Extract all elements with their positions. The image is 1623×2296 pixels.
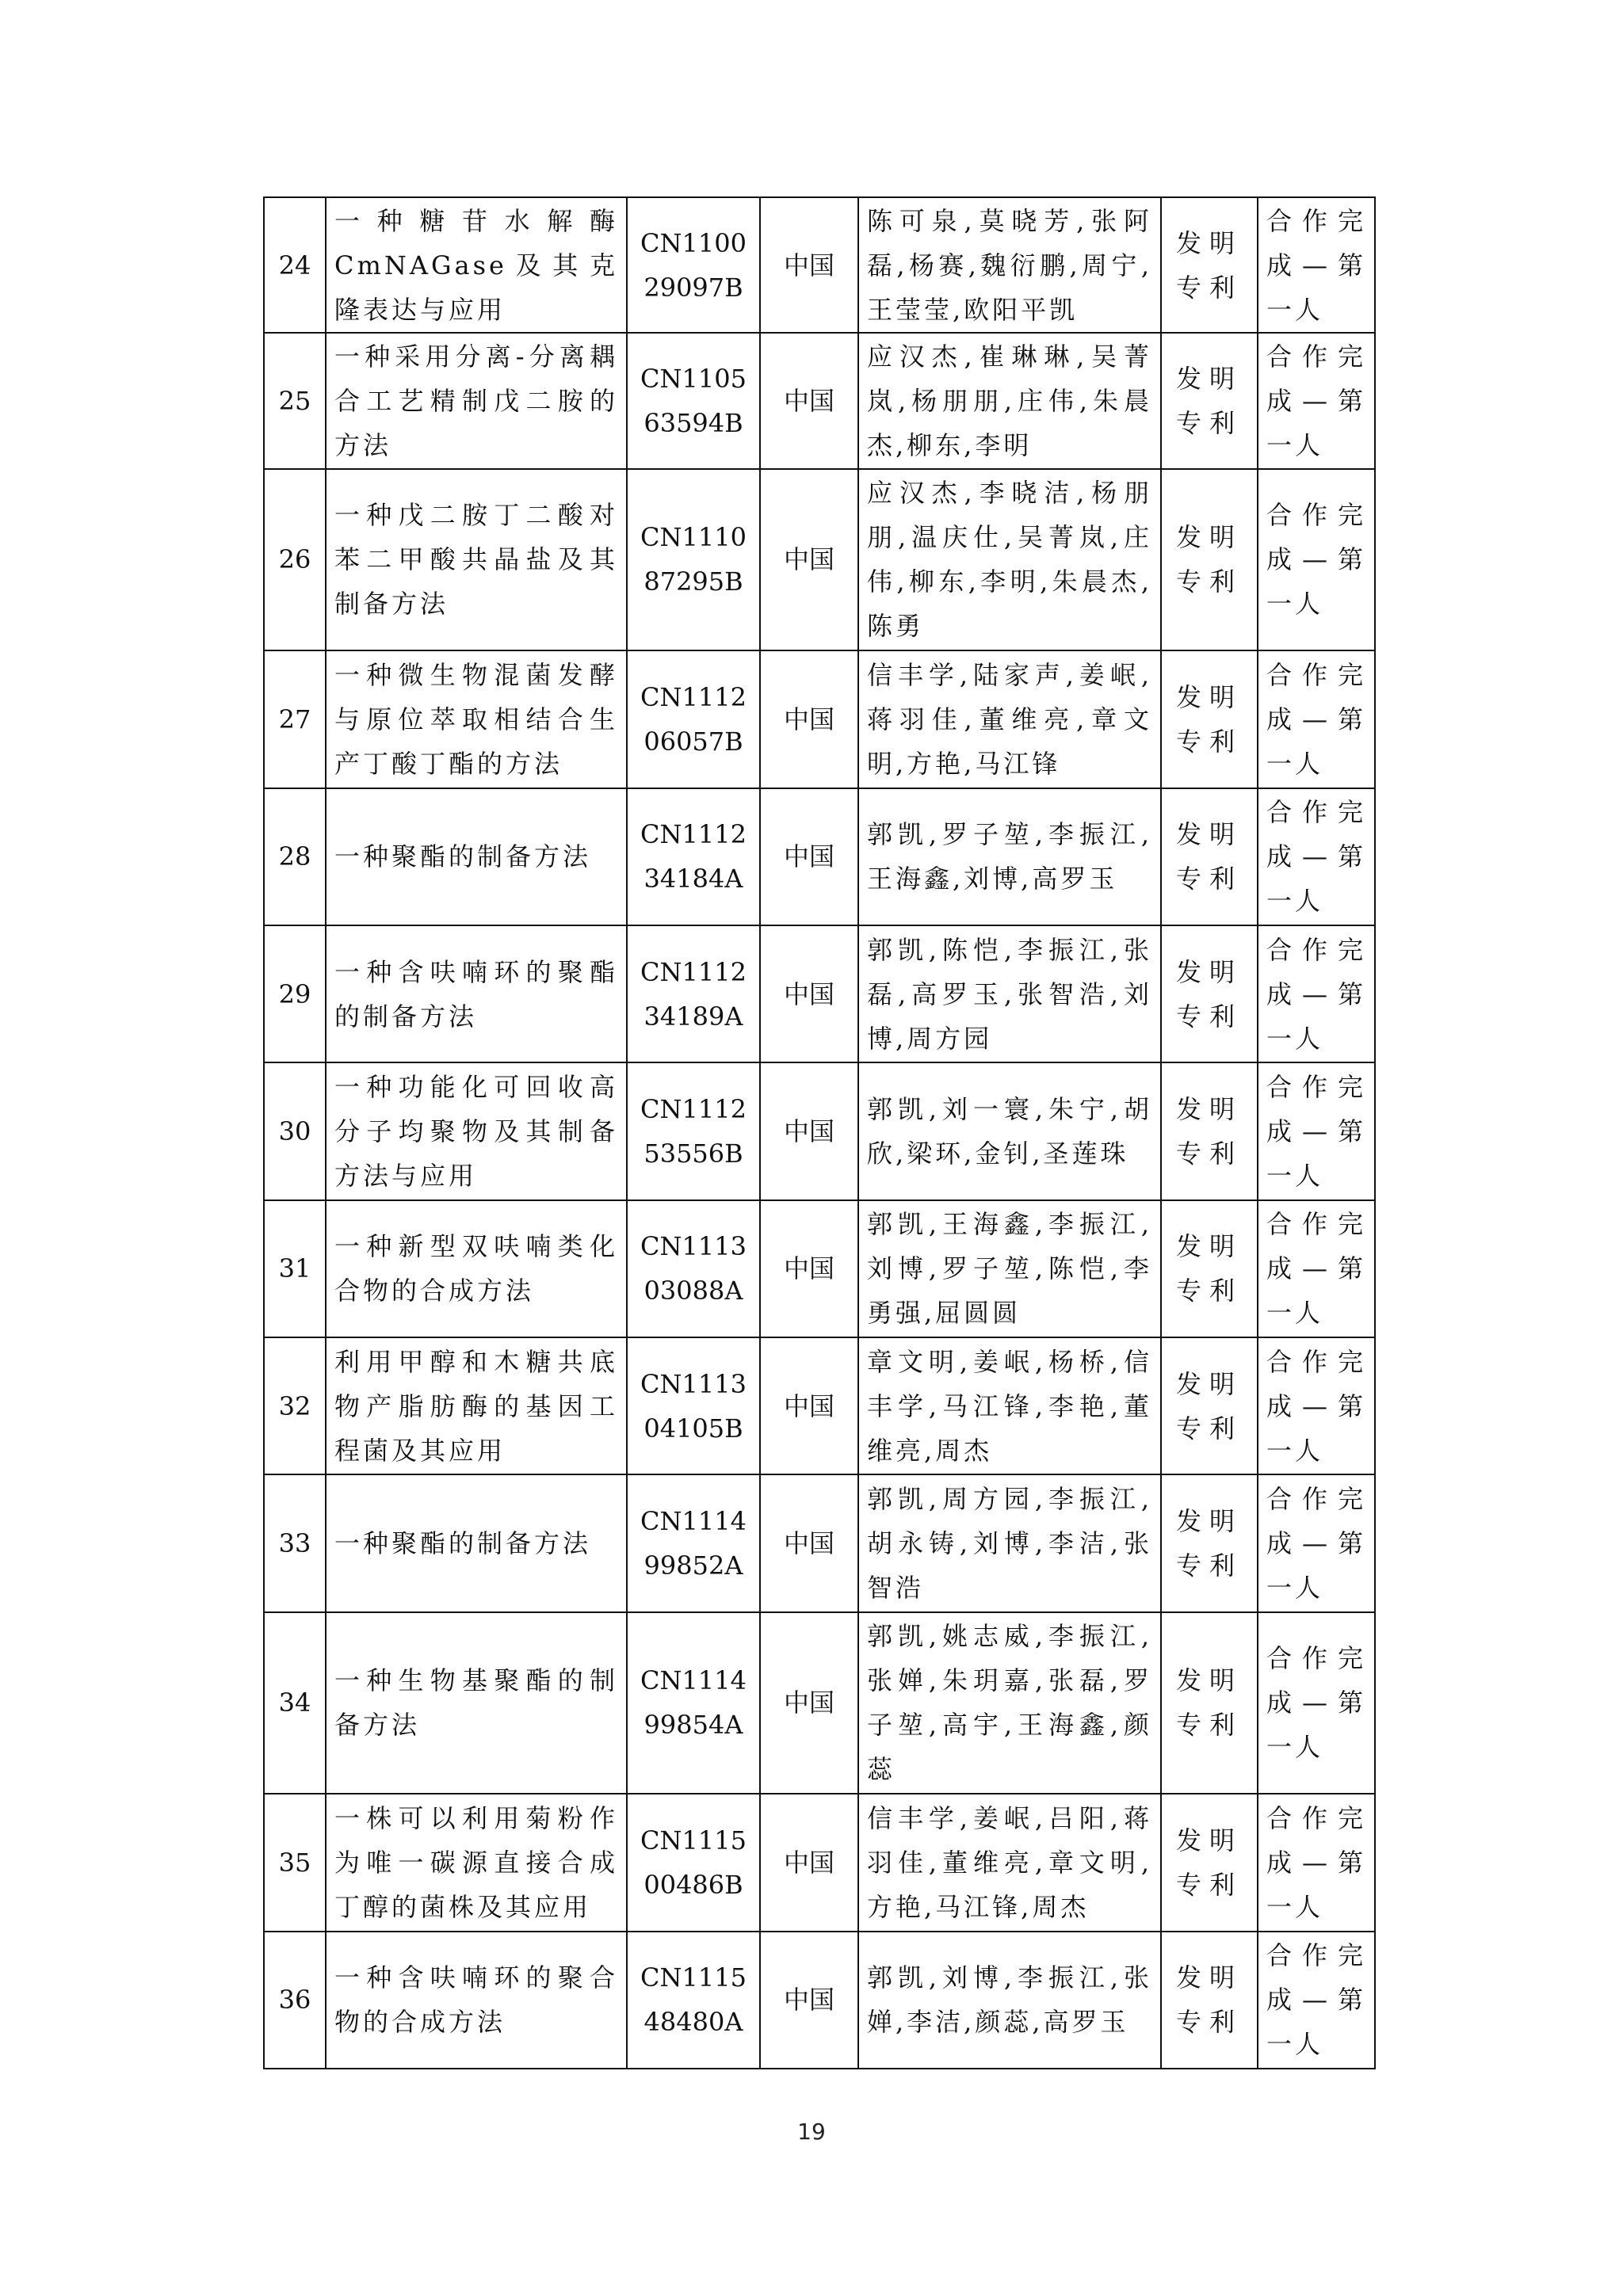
- row-number: 28: [264, 788, 326, 925]
- patent-number: CN111499852A: [627, 1474, 760, 1611]
- patent-number: CN111500486B: [627, 1794, 760, 1931]
- patent-country: 中国: [760, 788, 858, 925]
- row-number: 30: [264, 1062, 326, 1199]
- patent-type: 发明专利: [1161, 469, 1258, 651]
- patent-country: 中国: [760, 1612, 858, 1794]
- table-row: [264, 197, 1375, 333]
- row-number: 34: [264, 1612, 326, 1794]
- table-row: [264, 1200, 1375, 1337]
- patent-country: 中国: [760, 469, 858, 651]
- patent-country: 中国: [760, 333, 858, 468]
- patent-number: CN110029097B: [627, 197, 760, 333]
- patent-number: CN111548480A: [627, 1932, 760, 2069]
- row-number: 29: [264, 925, 326, 1062]
- inventor-list: 郭凯,王海鑫,李振江,刘博,罗子堃,陈恺,李勇强,屈圆圆: [858, 1200, 1161, 1337]
- inventor-list: 应汉杰,崔琳琳,吴菁岚,杨朋朋,庄伟,朱晨杰,柳东,李明: [858, 333, 1161, 468]
- completion-mode: 合作完成—第一人: [1258, 650, 1375, 788]
- patent-type: 发明专利: [1161, 333, 1258, 468]
- patent-type: 发明专利: [1161, 1200, 1258, 1337]
- patent-title: 一种戊二胺丁二酸对苯二甲酸共晶盐及其制备方法: [326, 469, 627, 651]
- completion-mode: 合作完成—第一人: [1258, 788, 1375, 925]
- completion-mode: 合作完成—第一人: [1258, 1062, 1375, 1199]
- patent-title: 一种聚酯的制备方法: [326, 788, 627, 925]
- inventor-list: 郭凯,刘博,李振江,张婵,李洁,颜蕊,高罗玉: [858, 1932, 1161, 2069]
- row-number: 35: [264, 1794, 326, 1931]
- table-row: [264, 650, 1375, 788]
- patent-title: 一种聚酯的制备方法: [326, 1474, 627, 1611]
- patent-title: 一种采用分离-分离耦合工艺精制戊二胺的方法: [326, 333, 627, 468]
- row-number: 25: [264, 333, 326, 468]
- completion-mode: 合作完成—第一人: [1258, 1612, 1375, 1794]
- patent-number: CN111303088A: [627, 1200, 760, 1337]
- patent-type: 发明专利: [1161, 788, 1258, 925]
- patent-title: 一种功能化可回收高分子均聚物及其制备方法与应用: [326, 1062, 627, 1199]
- completion-mode: 合作完成—第一人: [1258, 333, 1375, 468]
- patent-type: 发明专利: [1161, 1932, 1258, 2069]
- patent-country: 中国: [760, 1200, 858, 1337]
- patent-type: 发明专利: [1161, 650, 1258, 788]
- patent-country: 中国: [760, 650, 858, 788]
- patent-type: 发明专利: [1161, 1062, 1258, 1199]
- completion-mode: 合作完成—第一人: [1258, 1337, 1375, 1474]
- inventor-list: 章文明,姜岷,杨桥,信丰学,马江锋,李艳,董维亮,周杰: [858, 1337, 1161, 1474]
- row-number: 24: [264, 197, 326, 333]
- patent-type: 发明专利: [1161, 1794, 1258, 1931]
- patent-number: CN111253556B: [627, 1062, 760, 1199]
- patent-title: 一种含呋喃环的聚合物的合成方法: [326, 1932, 627, 2069]
- table-row: [264, 1932, 1375, 2069]
- patent-number: CN111499854A: [627, 1612, 760, 1794]
- row-number: 36: [264, 1932, 326, 2069]
- completion-mode: 合作完成—第一人: [1258, 1474, 1375, 1611]
- table-row: [264, 1612, 1375, 1794]
- patent-type: 发明专利: [1161, 1612, 1258, 1794]
- patent-country: 中国: [760, 1932, 858, 2069]
- table-row: [264, 1337, 1375, 1474]
- patent-title: 一种含呋喃环的聚酯的制备方法: [326, 925, 627, 1062]
- patent-country: 中国: [760, 197, 858, 333]
- inventor-list: 郭凯,周方园,李振江,胡永铸,刘博,李洁,张智浩: [858, 1474, 1161, 1611]
- patent-type: 发明专利: [1161, 925, 1258, 1062]
- patent-title: 一种新型双呋喃类化合物的合成方法: [326, 1200, 627, 1337]
- patent-country: 中国: [760, 925, 858, 1062]
- table-row: [264, 788, 1375, 925]
- inventor-list: 应汉杰,李晓洁,杨朋朋,温庆仕,吴菁岚,庄伟,柳东,李明,朱晨杰,陈勇: [858, 469, 1161, 651]
- table-row: [264, 469, 1375, 651]
- row-number: 32: [264, 1337, 326, 1474]
- table-row: [264, 925, 1375, 1062]
- patent-number: CN111234189A: [627, 925, 760, 1062]
- page-number: 19: [797, 2119, 826, 2145]
- completion-mode: 合作完成—第一人: [1258, 469, 1375, 651]
- inventor-list: 陈可泉,莫晓芳,张阿磊,杨赛,魏衍鹏,周宁,王莹莹,欧阳平凯: [858, 197, 1161, 333]
- patent-title: 利用甲醇和木糖共底物产脂肪酶的基因工程菌及其应用: [326, 1337, 627, 1474]
- inventor-list: 郭凯,陈恺,李振江,张磊,高罗玉,张智浩,刘博,周方园: [858, 925, 1161, 1062]
- inventor-list: 郭凯,姚志威,李振江,张婵,朱玥嘉,张磊,罗子堃,高宇,王海鑫,颜蕊: [858, 1612, 1161, 1794]
- completion-mode: 合作完成—第一人: [1258, 1200, 1375, 1337]
- patent-country: 中国: [760, 1062, 858, 1199]
- row-number: 33: [264, 1474, 326, 1611]
- patent-number: CN111087295B: [627, 469, 760, 651]
- patent-country: 中国: [760, 1474, 858, 1611]
- table-row: [264, 1794, 1375, 1931]
- patent-title: 一种微生物混菌发酵与原位萃取相结合生产丁酸丁酯的方法: [326, 650, 627, 788]
- patent-type: 发明专利: [1161, 1474, 1258, 1611]
- patent-rows: [264, 197, 1375, 2069]
- patent-title: 一种生物基聚酯的制备方法: [326, 1612, 627, 1794]
- completion-mode: 合作完成—第一人: [1258, 197, 1375, 333]
- inventor-list: 信丰学,姜岷,吕阳,蒋羽佳,董维亮,章文明,方艳,马江锋,周杰: [858, 1794, 1161, 1931]
- table-row: [264, 1474, 1375, 1611]
- row-number: 26: [264, 469, 326, 651]
- patent-country: 中国: [760, 1794, 858, 1931]
- patent-title: 一种糖苷水解酶CmNAGase及其克隆表达与应用: [326, 197, 627, 333]
- inventor-list: 郭凯,罗子堃,李振江,王海鑫,刘博,高罗玉: [858, 788, 1161, 925]
- patent-number: CN110563594B: [627, 333, 760, 468]
- patent-type: 发明专利: [1161, 1337, 1258, 1474]
- patent-table: [263, 196, 1376, 2069]
- completion-mode: 合作完成—第一人: [1258, 1932, 1375, 2069]
- inventor-list: 信丰学,陆家声,姜岷,蒋羽佳,董维亮,章文明,方艳,马江锋: [858, 650, 1161, 788]
- patent-number: CN111304105B: [627, 1337, 760, 1474]
- completion-mode: 合作完成—第一人: [1258, 925, 1375, 1062]
- completion-mode: 合作完成—第一人: [1258, 1794, 1375, 1931]
- patent-title: 一株可以利用菊粉作为唯一碳源直接合成丁醇的菌株及其应用: [326, 1794, 627, 1931]
- patent-type: 发明专利: [1161, 197, 1258, 333]
- patent-country: 中国: [760, 1337, 858, 1474]
- row-number: 31: [264, 1200, 326, 1337]
- patent-number: CN111206057B: [627, 650, 760, 788]
- inventor-list: 郭凯,刘一寰,朱宁,胡欣,梁环,金钊,圣莲珠: [858, 1062, 1161, 1199]
- table-row: [264, 1062, 1375, 1199]
- patent-number: CN111234184A: [627, 788, 760, 925]
- table-row: [264, 333, 1375, 468]
- row-number: 27: [264, 650, 326, 788]
